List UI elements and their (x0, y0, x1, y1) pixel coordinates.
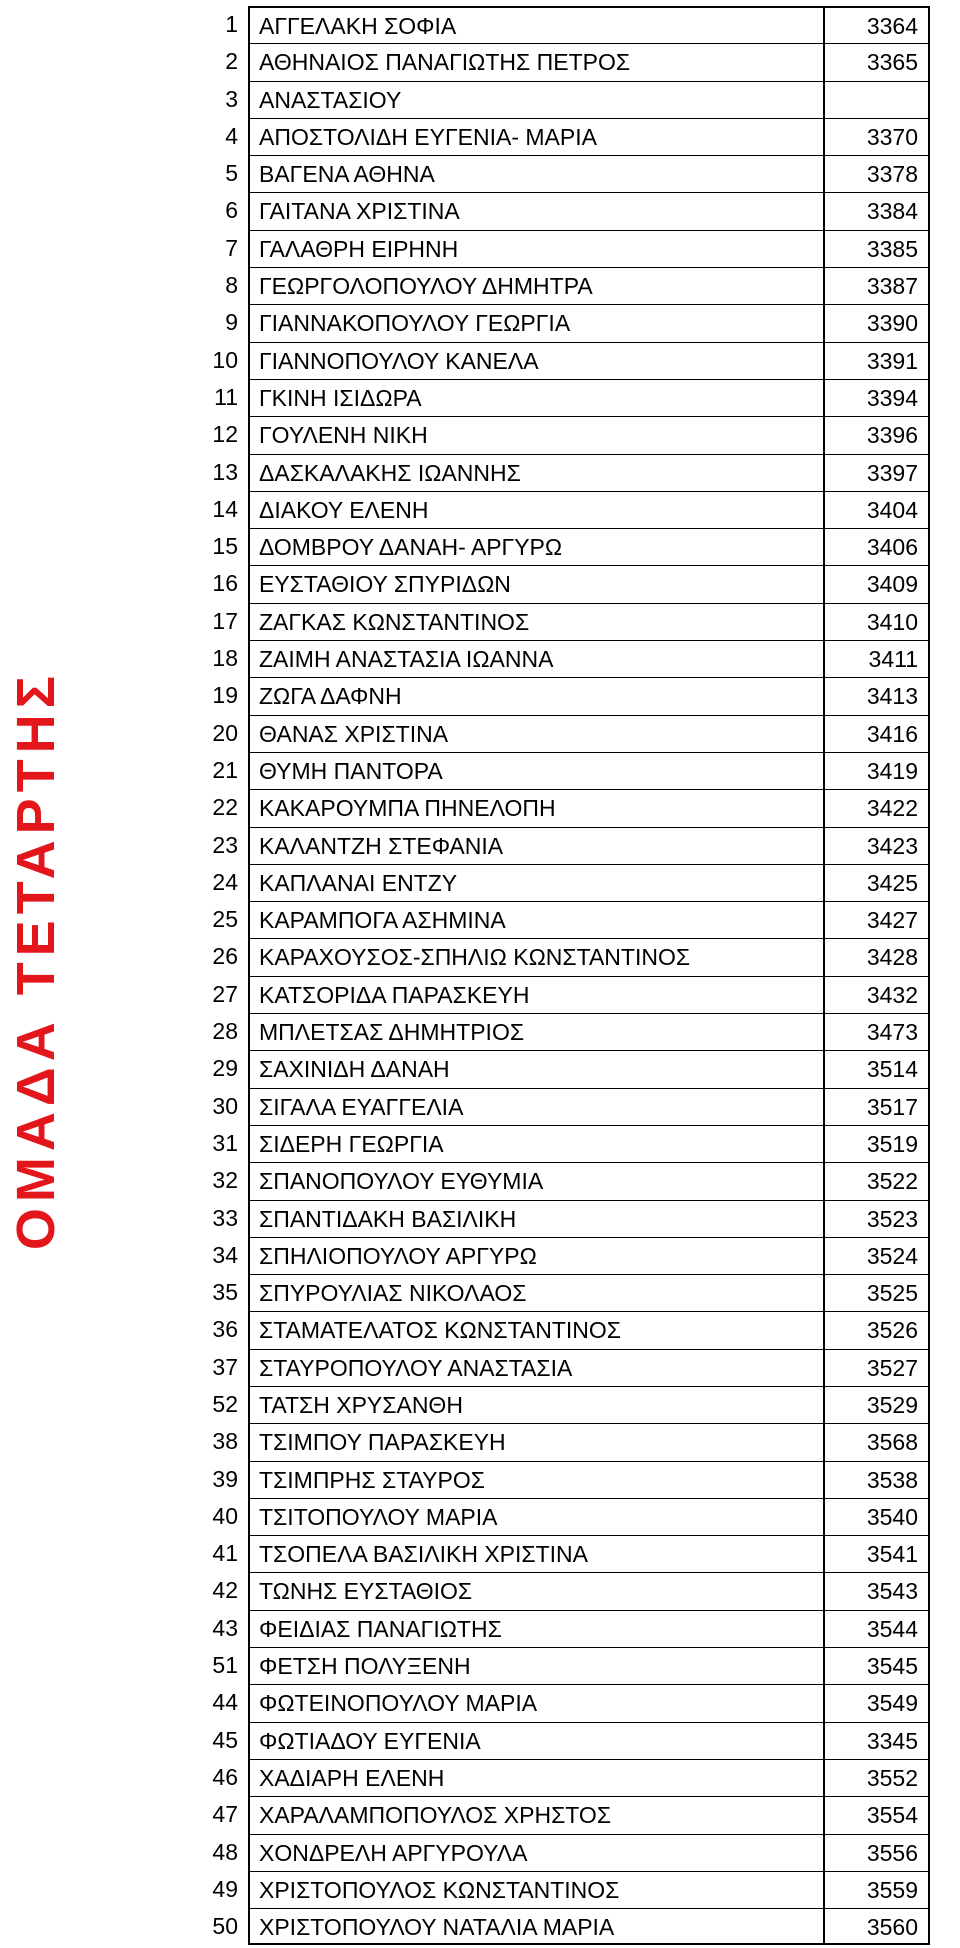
row-number: 37 (212, 1353, 238, 1380)
row-number: 22 (212, 794, 238, 821)
student-code: 3422 (823, 789, 930, 826)
row-number: 41 (212, 1540, 238, 1567)
student-name: ΧΡΙΣΤΟΠΟΥΛΟΥ ΝΑΤΑΛΙΑ ΜΑΡΙΑ (248, 1908, 823, 1945)
table-row (198, 789, 930, 826)
row-number: 7 (225, 234, 238, 261)
row-number: 48 (212, 1838, 238, 1865)
table-row (198, 81, 930, 118)
student-name: ΚΑΚΑΡΟΥΜΠΑ ΠΗΝΕΛΟΠΗ (248, 789, 823, 826)
student-code: 3524 (823, 1237, 930, 1274)
student-name: ΦΩΤΙΑΔΟΥ ΕΥΓΕΝΙΑ (248, 1722, 823, 1759)
student-code: 3394 (823, 379, 930, 416)
student-code: 3568 (823, 1423, 930, 1460)
table-row (198, 454, 930, 491)
row-number: 49 (212, 1875, 238, 1902)
row-number: 3 (225, 85, 238, 112)
student-name: ΦΕΤΣΗ ΠΟΛΥΞΕΝΗ (248, 1647, 823, 1684)
group-label: ΟΜΑΔΑ ΤΕΤΑΡΤΗΣ (6, 669, 66, 1251)
row-number: 18 (212, 645, 238, 672)
group-label-container (0, 600, 72, 1320)
table-row (198, 864, 930, 901)
student-name: ΓΑΙΤΑΝΑ ΧΡΙΣΤΙΝΑ (248, 192, 823, 229)
student-name: ΔΙΑΚΟΥ ΕΛΕΝΗ (248, 491, 823, 528)
student-name: ΓΚΙΝΗ ΙΣΙΔΩΡΑ (248, 379, 823, 416)
student-name: ΕΥΣΤΑΘΙΟΥ ΣΠΥΡΙΔΩΝ (248, 565, 823, 602)
student-name: ΓΑΛΑΘΡΗ ΕΙΡΗΝΗ (248, 230, 823, 267)
table-row (198, 640, 930, 677)
student-code: 3522 (823, 1162, 930, 1199)
row-number: 21 (212, 756, 238, 783)
student-name: ΣΤΑΥΡΟΠΟΥΛΟΥ ΑΝΑΣΤΑΣΙΑ (248, 1349, 823, 1386)
student-code: 3554 (823, 1796, 930, 1833)
student-code: 3370 (823, 118, 930, 155)
table-row (198, 1013, 930, 1050)
student-name: ΤΑΤΣΗ ΧΡΥΣΑΝΘΗ (248, 1386, 823, 1423)
student-name: ΣΙΔΕΡΗ ΓΕΩΡΓΙΑ (248, 1125, 823, 1162)
row-number: 12 (212, 421, 238, 448)
student-name: ΖΑΙΜΗ ΑΝΑΣΤΑΣΙΑ ΙΩΑΝΝΑ (248, 640, 823, 677)
student-name: ΧΑΔΙΑΡΗ ΕΛΕΝΗ (248, 1759, 823, 1796)
row-number: 34 (212, 1241, 238, 1268)
student-code: 3517 (823, 1088, 930, 1125)
table-row (198, 1722, 930, 1759)
student-name: ΑΝΑΣΤΑΣΙΟΥ (248, 81, 823, 118)
table-row (198, 1684, 930, 1721)
student-name: ΤΣΙΜΠΡΗΣ ΣΤΑΥΡΟΣ (248, 1461, 823, 1498)
student-name: ΓΙΑΝΝΟΠΟΥΛΟΥ ΚΑΝΕΛΑ (248, 342, 823, 379)
table-row (198, 1311, 930, 1348)
row-number: 23 (212, 831, 238, 858)
student-code: 3538 (823, 1461, 930, 1498)
row-number: 15 (212, 533, 238, 560)
row-number: 33 (212, 1204, 238, 1231)
row-number: 32 (212, 1167, 238, 1194)
row-number: 39 (212, 1465, 238, 1492)
student-code: 3404 (823, 491, 930, 528)
student-code: 3540 (823, 1498, 930, 1535)
row-number: 51 (212, 1652, 238, 1679)
student-code: 3556 (823, 1834, 930, 1871)
student-name: ΘΥΜΗ ΠΑΝΤΟΡΑ (248, 752, 823, 789)
table-row (198, 1162, 930, 1199)
student-name: ΑΓΓΕΛΑΚΗ ΣΟΦΙΑ (248, 6, 823, 43)
table-row (198, 1647, 930, 1684)
student-name: ΧΟΝΔΡΕΛΗ ΑΡΓΥΡΟΥΛΑ (248, 1834, 823, 1871)
table-row (198, 1535, 930, 1572)
table-row (198, 1759, 930, 1796)
row-number: 24 (212, 868, 238, 895)
student-code: 3543 (823, 1572, 930, 1609)
row-number: 38 (212, 1428, 238, 1455)
student-name: ΦΕΙΔΙΑΣ ΠΑΝΑΓΙΩΤΗΣ (248, 1610, 823, 1647)
student-code: 3391 (823, 342, 930, 379)
row-number: 5 (225, 160, 238, 187)
student-name: ΓΕΩΡΓΟΛΟΠΟΥΛΟΥ ΔΗΜΗΤΡΑ (248, 267, 823, 304)
student-name: ΔΟΜΒΡΟΥ ΔΑΝΑΗ- ΑΡΓΥΡΩ (248, 528, 823, 565)
student-name: ΚΑΤΣΟΡΙΔΑ ΠΑΡΑΣΚΕΥΗ (248, 976, 823, 1013)
student-code: 3364 (823, 6, 930, 43)
table-row (198, 416, 930, 453)
table-row (198, 1498, 930, 1535)
student-code: 3384 (823, 192, 930, 229)
table-row (198, 192, 930, 229)
student-code: 3416 (823, 715, 930, 752)
student-code: 3560 (823, 1908, 930, 1945)
student-code: 3413 (823, 677, 930, 714)
table-row (198, 379, 930, 416)
student-name: ΣΙΓΑΛΑ ΕΥΑΓΓΕΛΙΑ (248, 1088, 823, 1125)
student-code: 3523 (823, 1200, 930, 1237)
row-number: 19 (212, 682, 238, 709)
row-number: 20 (212, 719, 238, 746)
row-number: 45 (212, 1726, 238, 1753)
row-number: 43 (212, 1614, 238, 1641)
row-number: 36 (212, 1316, 238, 1343)
student-name: ΤΣΙΤΟΠΟΥΛΟΥ ΜΑΡΙΑ (248, 1498, 823, 1535)
row-number: 1 (225, 11, 238, 37)
row-number: 50 (212, 1913, 238, 1940)
row-number: 10 (212, 346, 238, 373)
table-row (198, 491, 930, 528)
student-name: ΑΠΟΣΤΟΛΙΔΗ ΕΥΓΕΝΙΑ- ΜΑΡΙΑ (248, 118, 823, 155)
student-name: ΣΤΑΜΑΤΕΛΑΤΟΣ ΚΩΝΣΤΑΝΤΙΝΟΣ (248, 1311, 823, 1348)
student-name: ΣΑΧΙΝΙΔΗ ΔΑΝΑΗ (248, 1050, 823, 1087)
student-name: ΣΠΑΝΟΠΟΥΛΟΥ ΕΥΘΥΜΙΑ (248, 1162, 823, 1199)
student-name: ΧΡΙΣΤΟΠΟΥΛΟΣ ΚΩΝΣΤΑΝΤΙΝΟΣ (248, 1871, 823, 1908)
student-name: ΖΑΓΚΑΣ ΚΩΝΣΤΑΝΤΙΝΟΣ (248, 603, 823, 640)
table-row (198, 1237, 930, 1274)
student-code: 3526 (823, 1311, 930, 1348)
table-row (198, 118, 930, 155)
student-code: 3549 (823, 1684, 930, 1721)
table-row (198, 1125, 930, 1162)
student-code: 3411 (823, 640, 930, 677)
student-code: 3409 (823, 565, 930, 602)
student-code: 3545 (823, 1647, 930, 1684)
row-number: 25 (212, 906, 238, 933)
student-code: 3410 (823, 603, 930, 640)
student-code: 3527 (823, 1349, 930, 1386)
student-code: 3385 (823, 230, 930, 267)
student-name: ΚΑΠΛΑΝΑΙ ΕΝΤΖΥ (248, 864, 823, 901)
student-code: 3425 (823, 864, 930, 901)
student-name: ΚΑΡΑΧΟΥΣΟΣ-ΣΠΗΛΙΩ ΚΩΝΣΤΑΝΤΙΝΟΣ (248, 938, 823, 975)
student-name: ΤΣΟΠΕΛΑ ΒΑΣΙΛΙΚΗ ΧΡΙΣΤΙΝΑ (248, 1535, 823, 1572)
table-row (198, 1386, 930, 1423)
row-number: 44 (212, 1689, 238, 1716)
student-code: 3514 (823, 1050, 930, 1087)
student-roster-table (198, 6, 930, 1945)
student-code: 3419 (823, 752, 930, 789)
row-number: 8 (225, 272, 238, 299)
student-code: 3559 (823, 1871, 930, 1908)
student-code: 3541 (823, 1535, 930, 1572)
row-number: 13 (212, 458, 238, 485)
table-row (198, 304, 930, 341)
table-row (198, 1572, 930, 1609)
student-code: 3473 (823, 1013, 930, 1050)
student-code: 3387 (823, 267, 930, 304)
table-row (198, 155, 930, 192)
student-code: 3365 (823, 43, 930, 80)
table-row (198, 6, 930, 43)
student-name: ΤΣΙΜΠΟΥ ΠΑΡΑΣΚΕΥΗ (248, 1423, 823, 1460)
row-number: 26 (212, 943, 238, 970)
row-number: 2 (225, 48, 238, 75)
student-name: ΑΘΗΝΑΙΟΣ ΠΑΝΑΓΙΩΤΗΣ ΠΕΤΡΟΣ (248, 43, 823, 80)
row-number: 4 (225, 122, 238, 149)
student-code: 3552 (823, 1759, 930, 1796)
table-row (198, 528, 930, 565)
student-code: 3378 (823, 155, 930, 192)
student-code: 3423 (823, 827, 930, 864)
table-row (198, 230, 930, 267)
table-row (198, 1274, 930, 1311)
student-code: 3428 (823, 938, 930, 975)
student-name: ΣΠΑΝΤΙΔΑΚΗ ΒΑΣΙΛΙΚΗ (248, 1200, 823, 1237)
table-row (198, 677, 930, 714)
row-number: 28 (212, 1018, 238, 1045)
student-code: 3525 (823, 1274, 930, 1311)
student-name: ΓΙΑΝΝΑΚΟΠΟΥΛΟΥ ΓΕΩΡΓΙΑ (248, 304, 823, 341)
student-name: ΜΠΛΕΤΣΑΣ ΔΗΜΗΤΡΙΟΣ (248, 1013, 823, 1050)
table-row (198, 827, 930, 864)
table-row (198, 1349, 930, 1386)
row-number: 40 (212, 1502, 238, 1529)
student-name: ΒΑΓΕΝΑ ΑΘΗΝΑ (248, 155, 823, 192)
table-row (198, 901, 930, 938)
row-number: 35 (212, 1279, 238, 1306)
row-number: 47 (212, 1801, 238, 1828)
student-name: ΖΩΓΑ ΔΑΦΝΗ (248, 677, 823, 714)
table-row (198, 565, 930, 602)
table-row (198, 1834, 930, 1871)
table-row (198, 342, 930, 379)
table-row (198, 43, 930, 80)
table-row (198, 1088, 930, 1125)
table-row (198, 1610, 930, 1647)
table-row (198, 1461, 930, 1498)
student-name: ΚΑΛΑΝΤΖΗ ΣΤΕΦΑΝΙΑ (248, 827, 823, 864)
row-number: 16 (212, 570, 238, 597)
row-number: 52 (212, 1390, 238, 1417)
student-name: ΣΠΥΡΟΥΛΙΑΣ ΝΙΚΟΛΑΟΣ (248, 1274, 823, 1311)
table-row (198, 1200, 930, 1237)
table-row (198, 938, 930, 975)
table-row (198, 1796, 930, 1833)
row-number: 31 (212, 1129, 238, 1156)
student-name: ΘΑΝΑΣ ΧΡΙΣΤΙΝΑ (248, 715, 823, 752)
student-name: ΓΟΥΛΕΝΗ ΝΙΚΗ (248, 416, 823, 453)
table-row (198, 1423, 930, 1460)
student-code (823, 81, 930, 118)
table-row (198, 603, 930, 640)
table-row (198, 752, 930, 789)
row-number: 42 (212, 1577, 238, 1604)
table-row (198, 715, 930, 752)
student-code: 3345 (823, 1722, 930, 1759)
student-name: ΔΑΣΚΑΛΑΚΗΣ ΙΩΑΝΝΗΣ (248, 454, 823, 491)
row-number: 9 (225, 309, 238, 336)
student-code: 3432 (823, 976, 930, 1013)
student-code: 3406 (823, 528, 930, 565)
student-code: 3396 (823, 416, 930, 453)
student-name: ΚΑΡΑΜΠΟΓΑ ΑΣΗΜΙΝΑ (248, 901, 823, 938)
row-number: 6 (225, 197, 238, 224)
student-code: 3529 (823, 1386, 930, 1423)
table-row (198, 267, 930, 304)
table-row (198, 1050, 930, 1087)
student-code: 3427 (823, 901, 930, 938)
table-row (198, 1908, 930, 1945)
row-number: 14 (212, 495, 238, 522)
student-code: 3544 (823, 1610, 930, 1647)
table-row (198, 976, 930, 1013)
student-name: ΧΑΡΑΛΑΜΠΟΠΟΥΛΟΣ ΧΡΗΣΤΟΣ (248, 1796, 823, 1833)
student-code: 3390 (823, 304, 930, 341)
student-code: 3397 (823, 454, 930, 491)
row-number: 27 (212, 980, 238, 1007)
row-number: 30 (212, 1092, 238, 1119)
row-number: 17 (212, 607, 238, 634)
student-name: ΣΠΗΛΙΟΠΟΥΛΟΥ ΑΡΓΥΡΩ (248, 1237, 823, 1274)
student-code: 3519 (823, 1125, 930, 1162)
table-row (198, 1871, 930, 1908)
row-number: 29 (212, 1055, 238, 1082)
student-name: ΤΩΝΗΣ ΕΥΣΤΑΘΙΟΣ (248, 1572, 823, 1609)
student-name: ΦΩΤΕΙΝΟΠΟΥΛΟΥ ΜΑΡΙΑ (248, 1684, 823, 1721)
row-number: 46 (212, 1763, 238, 1790)
row-number: 11 (214, 383, 238, 410)
